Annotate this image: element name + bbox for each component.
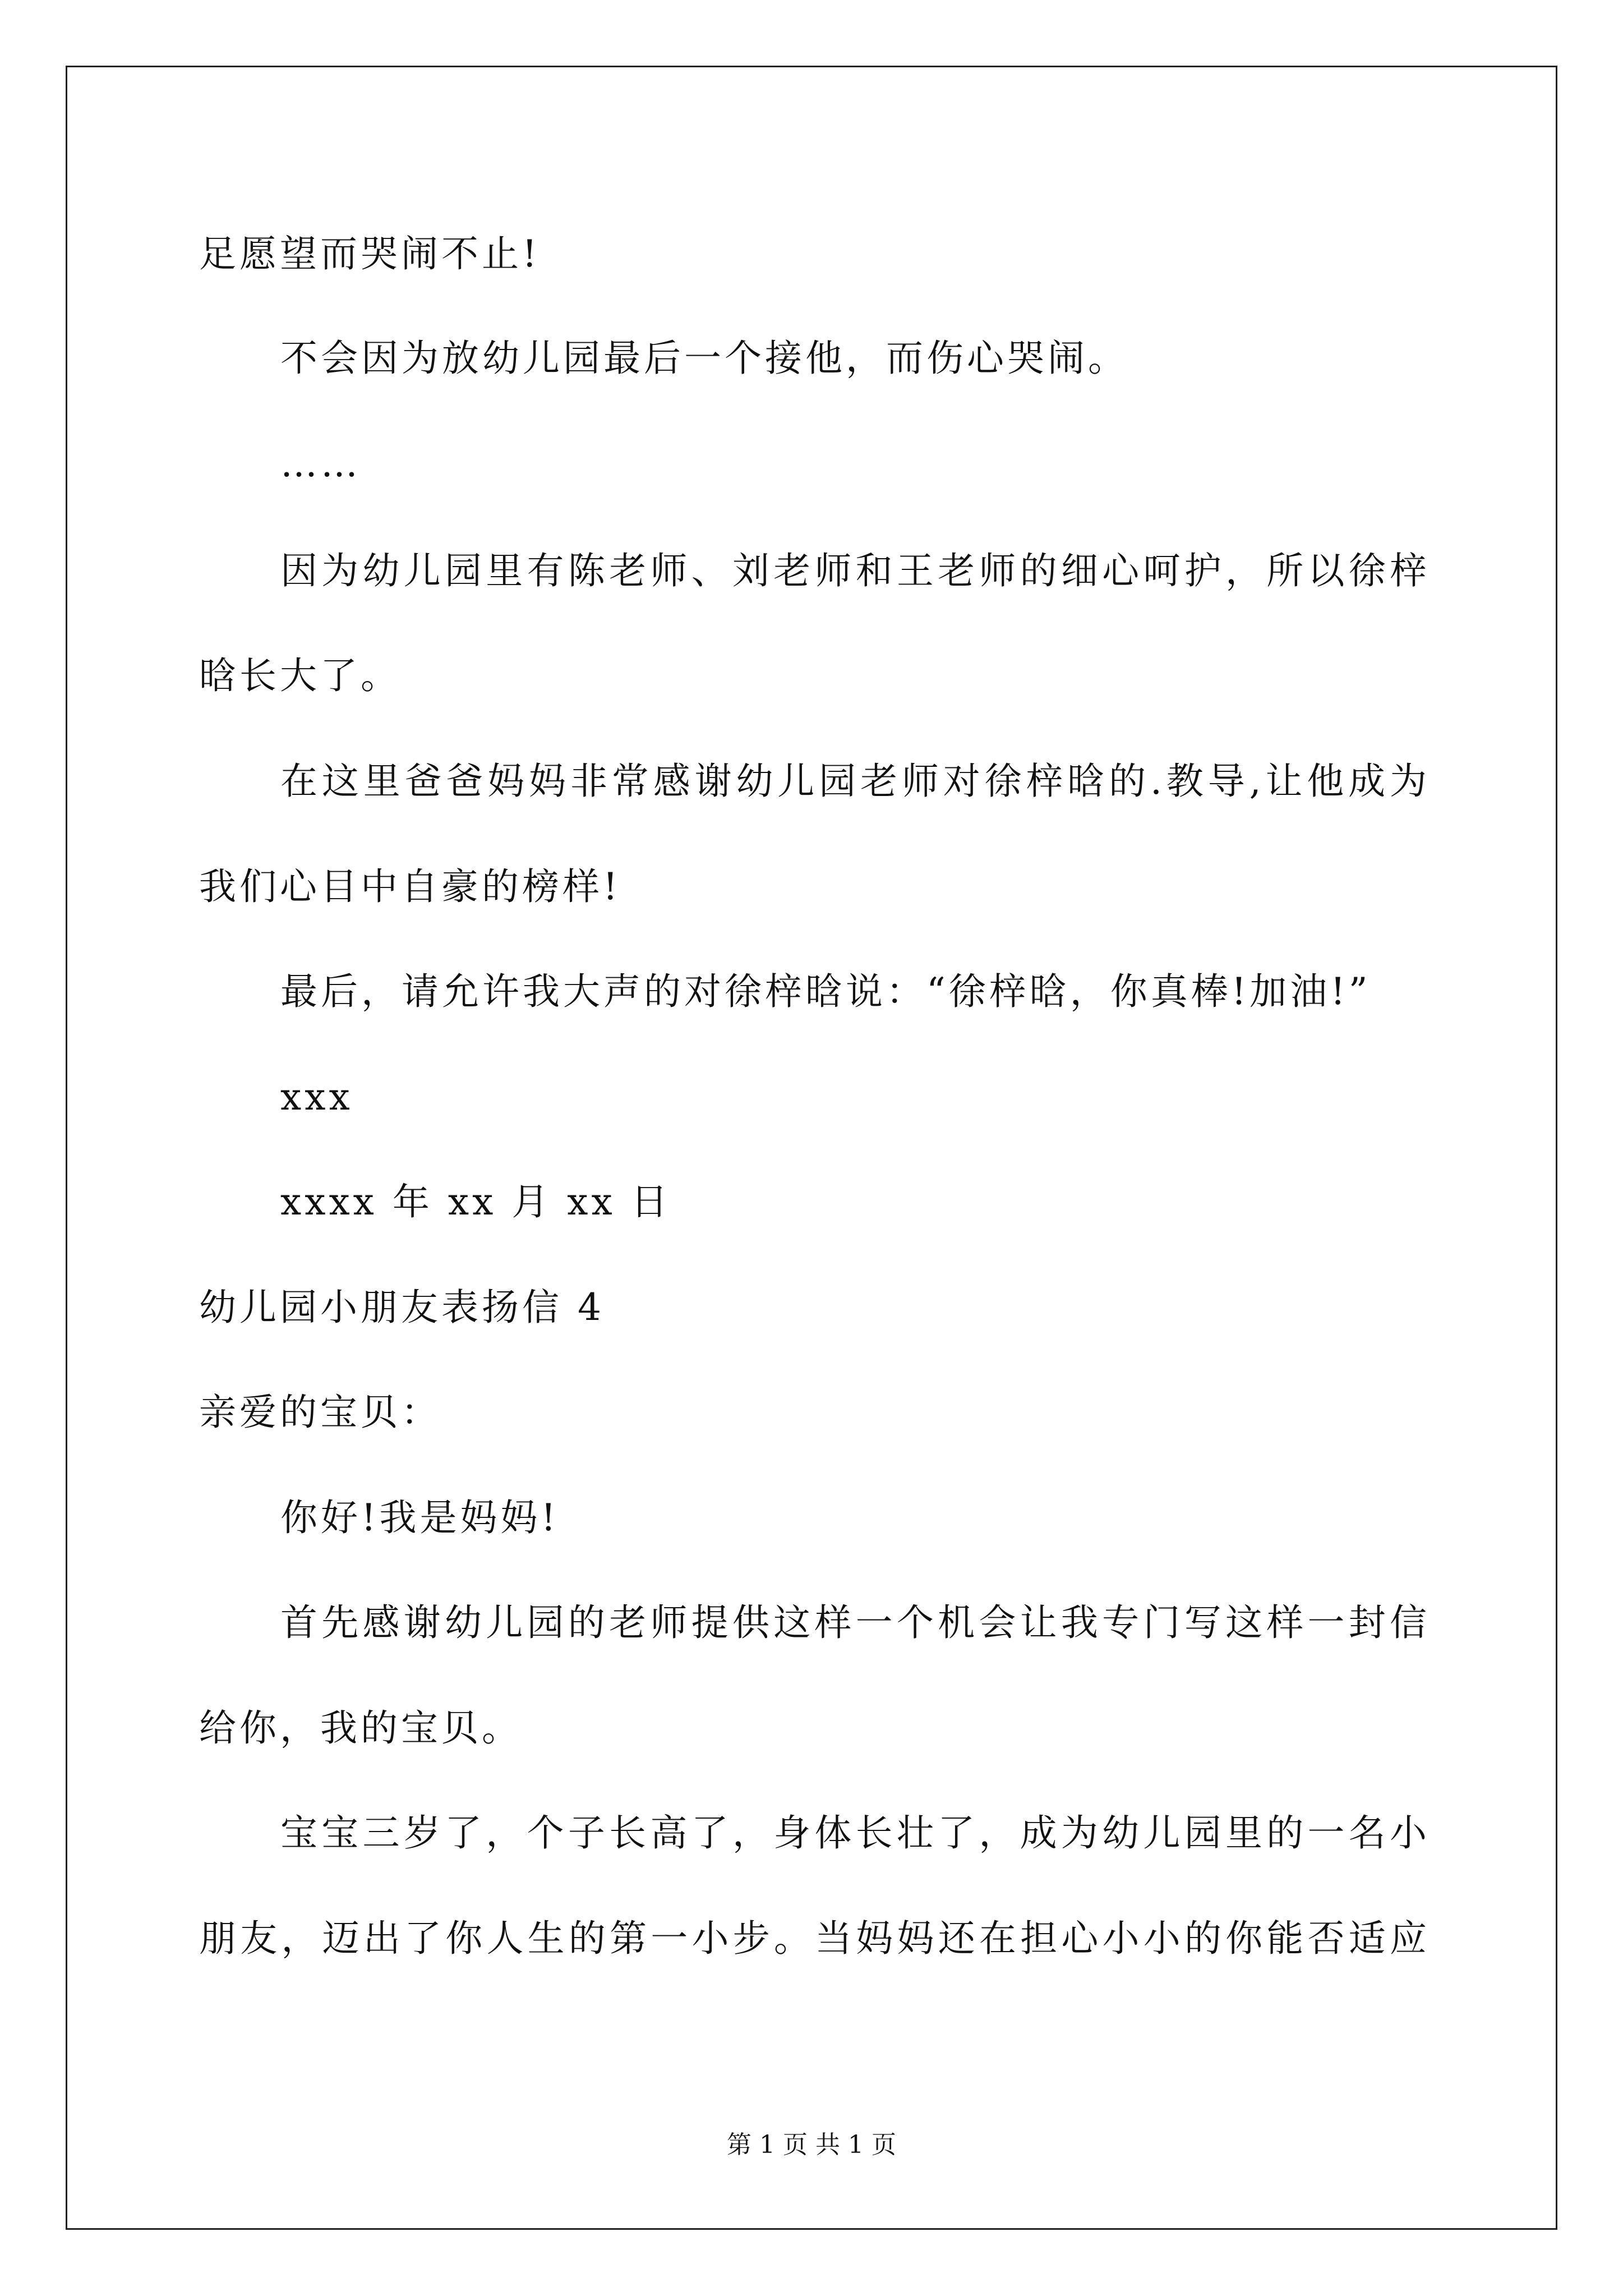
salutation-line: 亲爱的宝贝： bbox=[199, 1391, 441, 1434]
text-line-6: 在这里爸爸妈妈非常感谢幼儿园老师对徐梓晗的.教导,让他成为 bbox=[280, 760, 1430, 803]
text-line-15: 给你，我的宝贝。 bbox=[199, 1706, 522, 1750]
greeting-line: 你好!我是妈妈! bbox=[280, 1496, 560, 1539]
page-footer: 第 1 页 共 1 页 bbox=[727, 2131, 896, 2159]
text-line-1: 足愿望而哭闹不止! bbox=[199, 232, 541, 275]
text-line-8: 最后，请允许我大声的对徐梓晗说：“徐梓晗，你真棒!加油!” bbox=[280, 970, 1371, 1013]
text-line-17: 朋友，迈出了你人生的第一小步。当妈妈还在担心小小的你能否适应 bbox=[199, 1917, 1430, 1960]
text-line-5: 晗长大了。 bbox=[199, 654, 401, 697]
text-line-14: 首先感谢幼儿园的老师提供这样一个机会让我专门写这样一封信 bbox=[280, 1601, 1430, 1644]
date-line: xxxx 年 xx 月 xx 日 bbox=[280, 1180, 671, 1223]
signature-line: xxx bbox=[280, 1075, 353, 1119]
page-border bbox=[66, 66, 1557, 2230]
text-line-4: 因为幼儿园里有陈老师、刘老师和王老师的细心呵护，所以徐梓 bbox=[280, 549, 1430, 592]
text-line-3-ellipsis: …… bbox=[280, 442, 361, 485]
text-line-16: 宝宝三岁了，个子长高了，身体长壮了，成为幼儿园里的一名小 bbox=[280, 1811, 1430, 1855]
text-line-7: 我们心目中自豪的榜样! bbox=[199, 865, 621, 908]
section-heading: 幼儿园小朋友表扬信 4 bbox=[199, 1286, 605, 1329]
text-line-2: 不会因为放幼儿园最后一个接他，而伤心哭闹。 bbox=[280, 337, 1128, 380]
